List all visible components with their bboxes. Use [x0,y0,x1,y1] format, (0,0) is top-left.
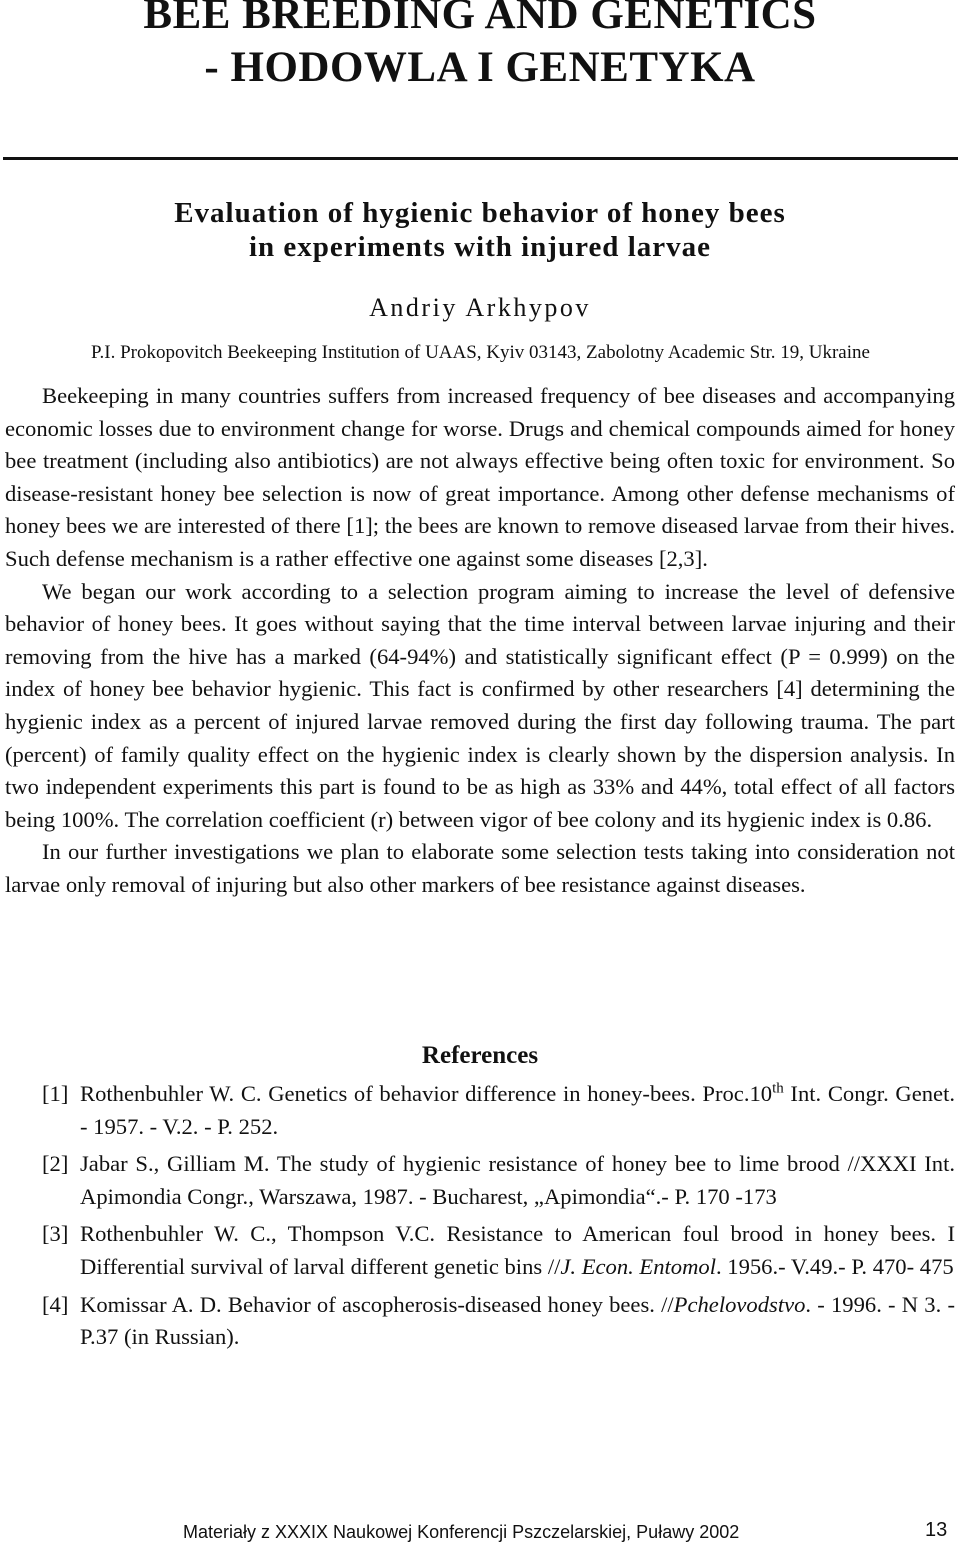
reference-text: Komissar A. D. Behavior of ascopherosis-diseased honey bees. //Pchelovodstvo. - 1996. - N 3. - P.37 (in Russian). [80,1291,955,1350]
journal-name: J. Econ. Entomol [560,1253,716,1279]
abstract-body [5,380,955,902]
reference-item [42,1289,955,1354]
reference-item [42,1148,955,1213]
references-list [42,1078,955,1359]
author-name: Andriy Arkhypov [369,293,591,322]
footer-proceedings: Materiały z XXXIX Naukowej Konferencji Pszczelarskiej, Puławy 2002 [183,1522,740,1542]
reference-number: [4] [42,1291,69,1317]
reference-number: [2] [42,1151,69,1177]
section-title-line-2: - HODOWLA I GENETYKA [204,44,756,91]
reference-superscript: th [772,1080,784,1097]
journal-name: Pchelovodstvo [673,1291,806,1317]
section-title [0,0,960,94]
body-paragraph-2: We began our work according to a selection program aiming to increase the level of defensive behavior of honey bees. It goes without saying that the time interval between larvae injuring and their removing from the hive has a marked (64-94%) and statistically significant effect (P = 0.999) on the index of honey bee behavior hygienic. This fact is confirmed by other researchers [4] determining the hygienic index as a percent of injured larvae removed during the first day following trauma. The part (percent) of family quality effect on the hygienic index is clearly shown by the dispersion analysis. In two independent experiments this part is found to be as high as 33% and 44%, total effect of all factors being 100%. The correlation coefficient (r) between vigor of bee colony and its hygienic index is 0.86. [5,578,955,832]
paper-title-line-1: Evaluation of hygienic behavior of honey bees [174,197,786,229]
reference-item [42,1218,955,1283]
reference-text: Rothenbuhler W. C. Genetics of behavior difference in honey-bees. Proc.10th Int. Congr. Genet. - 1957. - V.2. - P. 252. [80,1080,955,1139]
author-affiliation: P.I. Prokopovitch Beekeeping Institution of UAAS, Kyiv 03143, Zabolotny Academic Str. 19, Ukraine [91,342,870,363]
body-paragraph-3: In our further investigations we plan to elaborate some selection tests taking into consideration not larvae only removal of injuring but also other markers of bee resistance against diseases. [5,839,955,897]
section-title-line-1: BEE BREEDING AND GENETICS [143,0,817,38]
paper-title-line-2: in experiments with injured larvae [249,231,711,263]
reference-number: [1] [42,1081,69,1106]
reference-number: [3] [42,1221,69,1247]
body-paragraph-1: Beekeeping in many countries suffers from increased frequency of bee diseases and accompanying economic losses due to environment change for worse. Drugs and chemical compounds aimed for honey bee treatment (including also antibiotics) are not always effective being often toxic for environment. So disease-resistant honey bee selection is now of great importance. Among other defense mechanisms of honey bees we are interested of there [1]; the bees are known to remove diseased larvae from their hives. Such defense mechanism is a rather effective one against some diseases [2,3]. [5,383,955,571]
paper-title [0,196,960,264]
page-number: 13 [925,1519,948,1541]
reference-text: Rothenbuhler W. C., Thompson V.C. Resistance to American foul brood in honey bees. I Differential survival of larval different genetic bins //J. Econ. Entomol. 1956.- V.49.- P. 470- 475 [80,1221,955,1279]
references-heading: References [421,1042,539,1069]
header-rule [3,157,958,160]
reference-item [42,1078,955,1143]
reference-text: Jabar S., Gilliam M. The study of hygienic resistance of honey bee to lime brood //XXXI Int. Apimondia Congr., Warszawa, 1987. - Bucharest, „Apimondia“.- P. 170 -173 [80,1151,955,1209]
